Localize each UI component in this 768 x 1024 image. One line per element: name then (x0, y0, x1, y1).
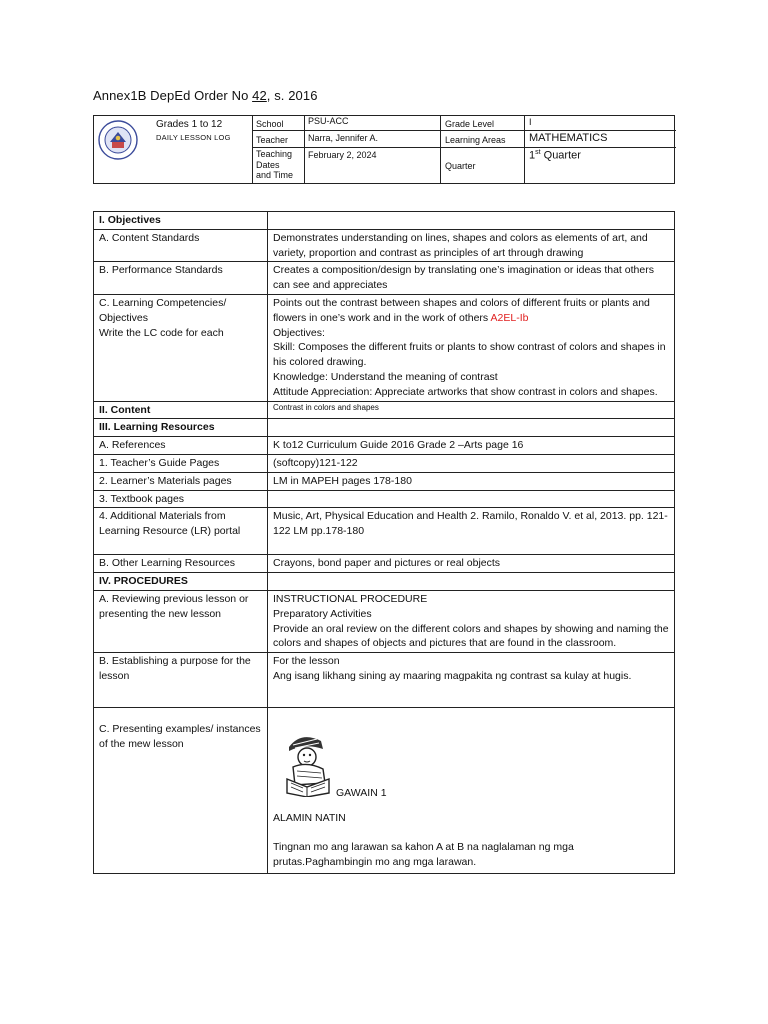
daily-lesson-log-label: DAILY LESSON LOG (156, 133, 231, 142)
table-row (94, 262, 675, 295)
learning-areas-value: MATHEMATICS (529, 132, 608, 144)
grade-level-value: I (529, 117, 532, 127)
textbook-label: 3. Textbook pages (94, 490, 268, 508)
table-row (94, 490, 675, 508)
quarter-label: Quarter (445, 161, 476, 171)
content-label: II. Content (94, 401, 268, 419)
objectives-heading: I. Objectives (94, 212, 268, 230)
child-reading-illustration-icon (283, 733, 333, 797)
resources-label: III. Learning Resources (94, 419, 268, 437)
additional-label: 4. Additional Materials from Learning Resource (LR) portal (94, 508, 268, 555)
competencies-label: C. Learning Competencies/ Objectives Write the LC code for each (94, 294, 268, 401)
alamin-label: ALAMIN NATIN (273, 812, 346, 825)
table-row (94, 508, 675, 555)
school-label: School (256, 119, 284, 129)
other-label: B. Other Learning Resources (94, 555, 268, 573)
grades-label: Grades 1 to 12 (156, 119, 223, 130)
content-value: Contrast in colors and shapes (268, 401, 675, 419)
tg-value: (softcopy)121-122 (268, 454, 675, 472)
lc-code: A2EL-Ib (490, 311, 529, 324)
dates-label: Teaching Dates and Time (256, 149, 294, 180)
references-label: A. References (94, 437, 268, 455)
table-row (94, 653, 675, 708)
header-table (93, 115, 675, 184)
table-row (94, 212, 675, 230)
quarter-value: 1st Quarter (529, 149, 581, 162)
reviewing-value: INSTRUCTIONAL PROCEDURE Preparatory Activities Provide an oral review on the different colors and shapes by showing and naming the colors and shapes of objects and pictures that are found in the classroom. (268, 590, 675, 652)
presenting-value (268, 708, 675, 873)
lm-label: 2. Learner’s Materials pages (94, 472, 268, 490)
references-value: K to12 Curriculum Guide 2016 Grade 2 –Arts page 16 (268, 437, 675, 455)
procedures-label: IV. PROCEDURES (94, 573, 268, 591)
additional-value: Music, Art, Physical Education and Health 2. Ramilo, Ronaldo V. et al, 2013. pp. 121-122 LM pp.178-180 (268, 508, 675, 555)
annex-title: Annex1B DepEd Order No 42, s. 2016 (93, 88, 318, 103)
table-row (94, 401, 675, 419)
gawain-label: GAWAIN 1 (336, 787, 387, 800)
table-row (94, 419, 675, 437)
purpose-label: B. Establishing a purpose for the lesson (94, 653, 268, 708)
teacher-label: Teacher (256, 135, 289, 145)
content-standards-label: A. Content Standards (94, 229, 268, 262)
content-standards-value: Demonstrates understanding on lines, shapes and colors as elements of art, and variety, proportion and contrast as principles of art through drawing (268, 229, 675, 262)
other-value: Crayons, bond paper and pictures or real objects (268, 555, 675, 573)
table-row (94, 229, 675, 262)
learning-areas-label: Learning Areas (445, 135, 506, 145)
table-row (94, 708, 675, 873)
performance-value: Creates a composition/design by translating one’s imagination or ideas that others can see and appreciates (268, 262, 675, 295)
table-row (94, 454, 675, 472)
table-row (94, 555, 675, 573)
table-row (94, 573, 675, 591)
competencies-value: Points out the contrast between shapes and colors of different fruits or plants and flowers in one’s work and in the work of others A2EL-Ib Objectives: Skill: Composes the different fruits or plants to show contrast of colors and shapes in his colored drawing. Knowledge: Understand the meaning of contrast Attitude Appreciation: Appreciate artworks that show contrast in colors and shapes. (268, 294, 675, 401)
table-row (94, 472, 675, 490)
lesson-table (93, 211, 675, 874)
purpose-value: For the lesson Ang isang likhang sining ay maaring magpakita ng contrast sa kulay at hugis. (268, 653, 675, 708)
table-row (94, 437, 675, 455)
table-row (94, 590, 675, 652)
reviewing-label: A. Reviewing previous lesson or presenting the new lesson (94, 590, 268, 652)
presenting-label: C. Presenting examples/ instances of the mew lesson (94, 708, 268, 873)
grade-level-label: Grade Level (445, 119, 495, 129)
school-value: PSU-ACC (308, 116, 349, 126)
dates-value: February 2, 2024 (308, 150, 377, 160)
lm-value: LM in MAPEH pages 178-180 (268, 472, 675, 490)
table-row (94, 294, 675, 401)
deped-seal-icon (98, 120, 138, 160)
instruction-text: Tingnan mo ang larawan sa kahon A at B na naglalaman ng mga prutas.Paghambingin mo ang mga larawan. (273, 840, 574, 868)
teacher-value: Narra, Jennifer A. (308, 133, 379, 143)
performance-label: B. Performance Standards (94, 262, 268, 295)
tg-label: 1. Teacher’s Guide Pages (94, 454, 268, 472)
